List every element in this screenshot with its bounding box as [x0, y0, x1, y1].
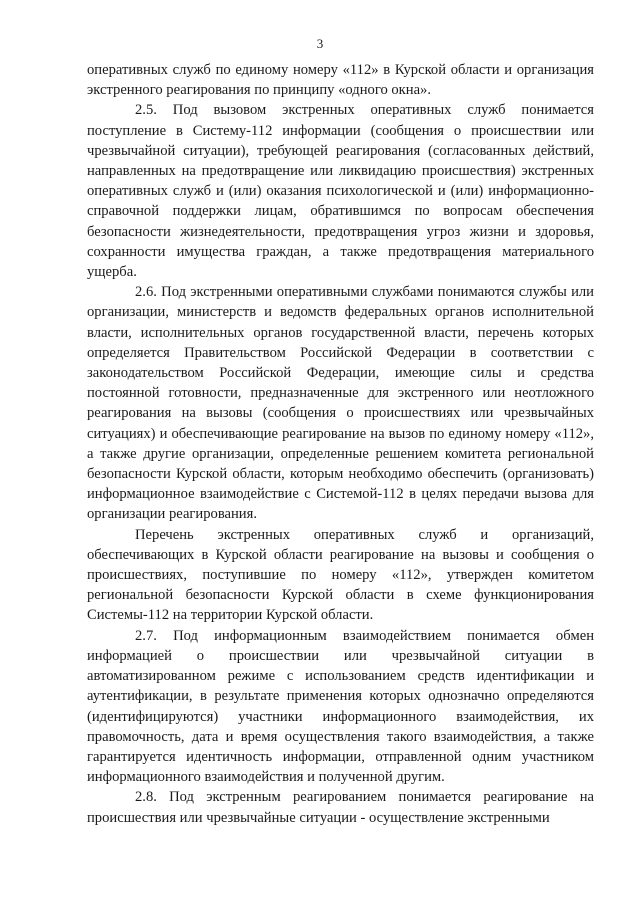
paragraph: 2.7. Под информационным взаимодействием понимается обмен информацией о происшествии или чрезвычайной ситуации в автоматизированном режиме с использованием средств идентификации и аутентификации, в результате применения которых однозначно определяются (идентифицируются) участники информационного взаимодействия, их правомочность, дата и время осуществления такого взаимодействия, а также гарантируется идентичность информации, отправленной одним участником информационного взаимодействия и полученной другим.: [87, 627, 594, 786]
paragraph: оперативных служб по единому номеру «112» в Курской области и организация экстренного реагирования по принципу «одного окна».: [87, 62, 594, 99]
paragraph: 2.5. Под вызовом экстренных оперативных служб понимается поступление в Систему-112 информации (сообщения о происшествии или чрезвычайной ситуации), требующей реагирования (согласованных действий, направленных на предотвращение или ликвидацию происшествия) экстренных оперативных служб и (или) оказания психологической и (или) информационно-справочной поддержки лицам, обратившимся по вопросам обеспечения безопасности жизнедеятельности, предотвращения угроз жизни и здоровья, сохранности имущества граждан, а также предотвращения материального ущерба.: [87, 102, 594, 281]
page-number: 3: [316, 36, 324, 51]
document-body: [87, 60, 594, 828]
paragraph: Перечень экстренных оперативных служб и организаций, обеспечивающих в Курской области реагирование на вызовы и сообщения о происшествиях, поступившие по номеру «112», утвержден комитетом региональной безопасности Курской области в схеме функционирования Системы-112 на территории Курской области.: [87, 526, 594, 624]
paragraph: 2.6. Под экстренными оперативными службами понимаются службы или организации, министерств и ведомств федеральных органов исполнительной власти, исполнительных органов государственной власти, перечень которых определяется Правительством Российской Федерации в соответствии с законодательством Российской Федерации, имеющие силы и средства постоянной готовности, предназначенные для экстренного или неотложного реагирования на вызовы (сообщения о происшествиях или чрезвычайных ситуациях) и обеспечивающие реагирование на вызов по единому номеру «112», а также другие организации, определенные решением комитета региональной безопасности Курской области, которым необходимо обеспечить (организовать) информационное взаимодействие с Системой-112 в целях передачи вызова для организации реагирования.: [87, 284, 594, 523]
paragraph: 2.8. Под экстренным реагированием понимается реагирование на происшествия или чрезвычайные ситуации - осуществление экстренными: [87, 789, 594, 826]
